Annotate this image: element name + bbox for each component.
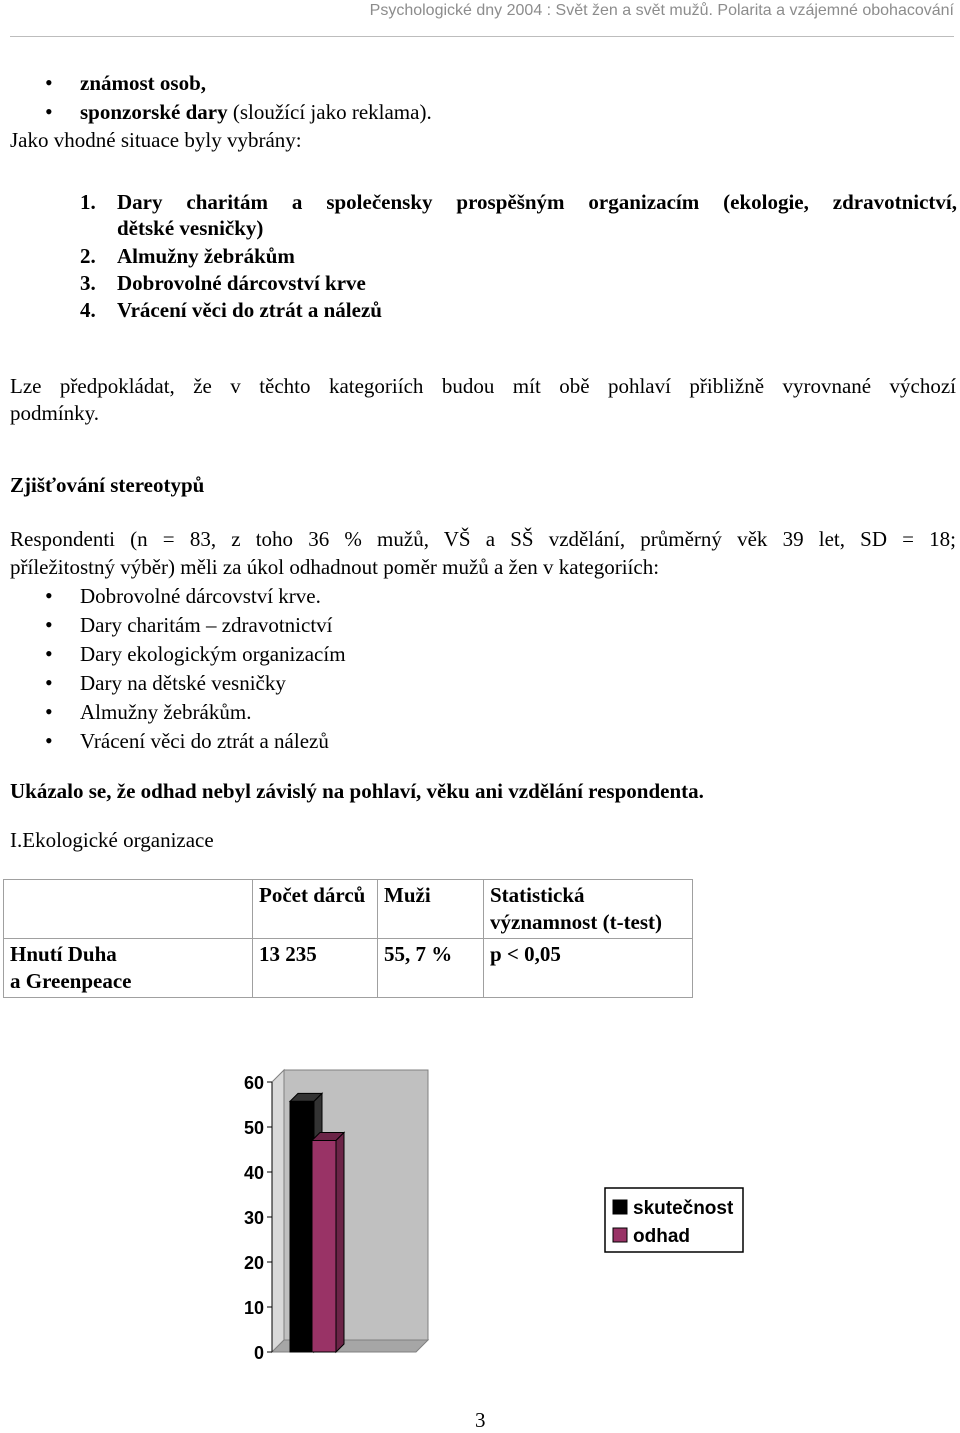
list-item: Almužny žebrákům <box>117 244 295 268</box>
chart-side-wall <box>272 1070 284 1352</box>
y-tick-label: 10 <box>243 1298 264 1318</box>
list-number: 3. <box>80 271 96 295</box>
legend-swatch <box>613 1200 627 1214</box>
bar-side-face <box>336 1133 344 1353</box>
bar-chart <box>0 970 960 1390</box>
legend-label: odhad <box>633 1226 690 1247</box>
bullet-dot: • <box>45 699 53 724</box>
category-item: Dobrovolné dárcovství krve. <box>80 584 321 608</box>
category-item: Dary ekologickým organizacím <box>80 642 346 666</box>
table-header-cell <box>4 880 253 939</box>
bar-estimate <box>312 1141 336 1353</box>
section-heading: Zjišťování stereotypů <box>10 473 205 497</box>
table-cell-men: 55, 7 % <box>378 939 484 998</box>
category-item: Dary na dětské vesničky <box>80 671 286 695</box>
respondents-paragraph-end: příležitostný výběr) měli za úkol odhadnout poměr mužů a žen v kategoriích: <box>10 555 660 579</box>
list-number: 4. <box>80 298 96 322</box>
list-number: 1. <box>80 190 96 214</box>
legend-label: skutečnost <box>633 1198 734 1219</box>
y-tick-label: 60 <box>243 1073 264 1093</box>
bullet-dot: • <box>45 583 53 608</box>
bullet-dot: • <box>45 728 53 753</box>
category-item: Vrácení věci do ztrát a nálezů <box>80 729 329 753</box>
bullet-item: sponzorské dary (sloužící jako reklama). <box>80 100 432 124</box>
bullet-dot: • <box>45 612 53 637</box>
respondents-paragraph: Respondenti (n = 83, z toho 36 % mužů, VŠ a SŠ vzdělání, průměrný věk 39 let, SD = 18; <box>10 527 956 551</box>
category-item: Almužny žebrákům. <box>80 700 252 724</box>
list-number: 2. <box>80 244 96 268</box>
y-tick-label: 20 <box>243 1253 264 1273</box>
situations-intro: Jako vhodné situace byly vybrány: <box>10 128 302 152</box>
table-header-cell: Statistická významnost (t-test) <box>484 880 693 939</box>
table-header-cell: Muži <box>378 880 484 939</box>
table-header-row <box>4 880 693 939</box>
table-row-label: Hnutí Duha a Greenpeace <box>4 939 253 998</box>
y-tick-label: 30 <box>243 1208 264 1228</box>
running-header: Psychologické dny 2004 : Svět žen a svět mužů. Polarita a vzájemné obohacování <box>369 2 954 19</box>
list-item: Vrácení věci do ztrát a nálezů <box>117 298 382 322</box>
table-header-cell: Počet dárců <box>253 880 378 939</box>
list-item: Dary charitám a společensky prospěšným organizacím (ekologie, zdravotnictví, <box>117 190 957 214</box>
bar-reality <box>290 1101 314 1352</box>
bullet-item: známost osob, <box>80 71 207 95</box>
bullet-dot: • <box>45 99 53 124</box>
y-tick-label: 0 <box>253 1343 264 1363</box>
subsection-heading: I.Ekologické organizace <box>10 828 214 852</box>
list-item: Dobrovolné dárcovství krve <box>117 271 366 295</box>
assumption-paragraph-end: podmínky. <box>10 401 100 425</box>
y-tick-label: 40 <box>243 1163 264 1183</box>
table-cell-significance: p < 0,05 <box>484 939 693 998</box>
page-number: 3 <box>475 1408 486 1432</box>
assumption-paragraph: Lze předpokládat, že v těchto kategoriích budou mít obě pohlaví přibližně vyrovnané výchozí <box>10 374 956 398</box>
header-rule <box>10 36 954 37</box>
category-item: Dary charitám – zdravotnictví <box>80 613 333 637</box>
table-cell-count: 13 235 <box>253 939 378 998</box>
bullet-dot: • <box>45 641 53 666</box>
finding-statement: Ukázalo se, že odhad nebyl závislý na pohlaví, věku ani vzdělání respondenta. <box>10 779 704 803</box>
bullet-dot: • <box>45 70 53 95</box>
bullet-dot: • <box>45 670 53 695</box>
legend-swatch <box>613 1228 627 1242</box>
y-tick-label: 50 <box>243 1118 264 1138</box>
list-item-continuation: dětské vesničky) <box>117 216 264 240</box>
